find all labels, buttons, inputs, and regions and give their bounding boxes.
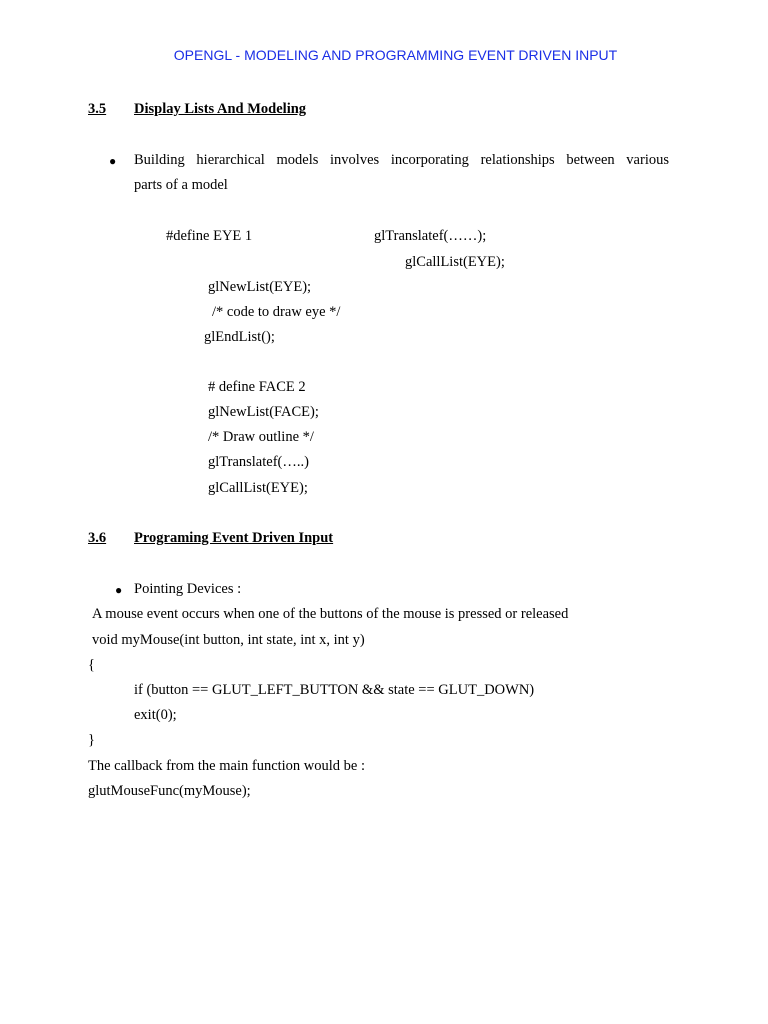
text-callback: The callback from the main function would be : xyxy=(88,758,366,774)
code-open-brace: { xyxy=(88,657,95,673)
section-title-display-lists: Display Lists And Modeling xyxy=(134,101,307,117)
code-close-brace: } xyxy=(88,732,95,748)
code-newlist-eye: glNewList(EYE); xyxy=(208,279,312,295)
code-define-eye: #define EYE 1 xyxy=(166,228,253,244)
code-newlist-face: glNewList(FACE); xyxy=(208,404,319,420)
code-translate-face: glTranslatef(…..) xyxy=(208,454,309,470)
section-title-event-input: Programing Event Driven Input xyxy=(134,530,334,546)
bullet-text-line-2: parts of a model xyxy=(134,177,228,193)
text-mouse-event: A mouse event occurs when one of the buttons of the mouse is pressed or released xyxy=(92,606,569,622)
code-define-face: # define FACE 2 xyxy=(208,379,306,395)
code-translate-right: glTranslatef(……); xyxy=(374,228,487,244)
code-glut-mouse-func: glutMouseFunc(myMouse); xyxy=(88,783,251,799)
code-exit-statement: exit(0); xyxy=(134,707,177,723)
section-number-3-6: 3.6 xyxy=(88,530,107,546)
bullet-dot: ● xyxy=(115,583,123,597)
code-calllist-face: glCallList(EYE); xyxy=(208,480,308,496)
code-comment-eye: /* code to draw eye */ xyxy=(212,304,341,320)
bullet-dot: ● xyxy=(109,154,117,168)
page-header: OPENGL - MODELING AND PROGRAMMING EVENT DRIVEN INPUT xyxy=(173,47,618,63)
code-endlist: glEndList(); xyxy=(204,329,275,345)
code-calllist-right: glCallList(EYE); xyxy=(405,254,505,270)
code-function-signature: void myMouse(int button, int state, int x, int y) xyxy=(92,632,365,648)
code-comment-outline: /* Draw outline */ xyxy=(208,429,314,445)
bullet-text-line-1: Building hierarchical models involves incorporating relationships between various xyxy=(134,152,669,168)
code-if-statement: if (button == GLUT_LEFT_BUTTON && state == GLUT_DOWN) xyxy=(134,682,535,698)
section-number-3-5: 3.5 xyxy=(88,101,107,117)
bullet-pointing-devices: Pointing Devices : xyxy=(134,581,242,597)
